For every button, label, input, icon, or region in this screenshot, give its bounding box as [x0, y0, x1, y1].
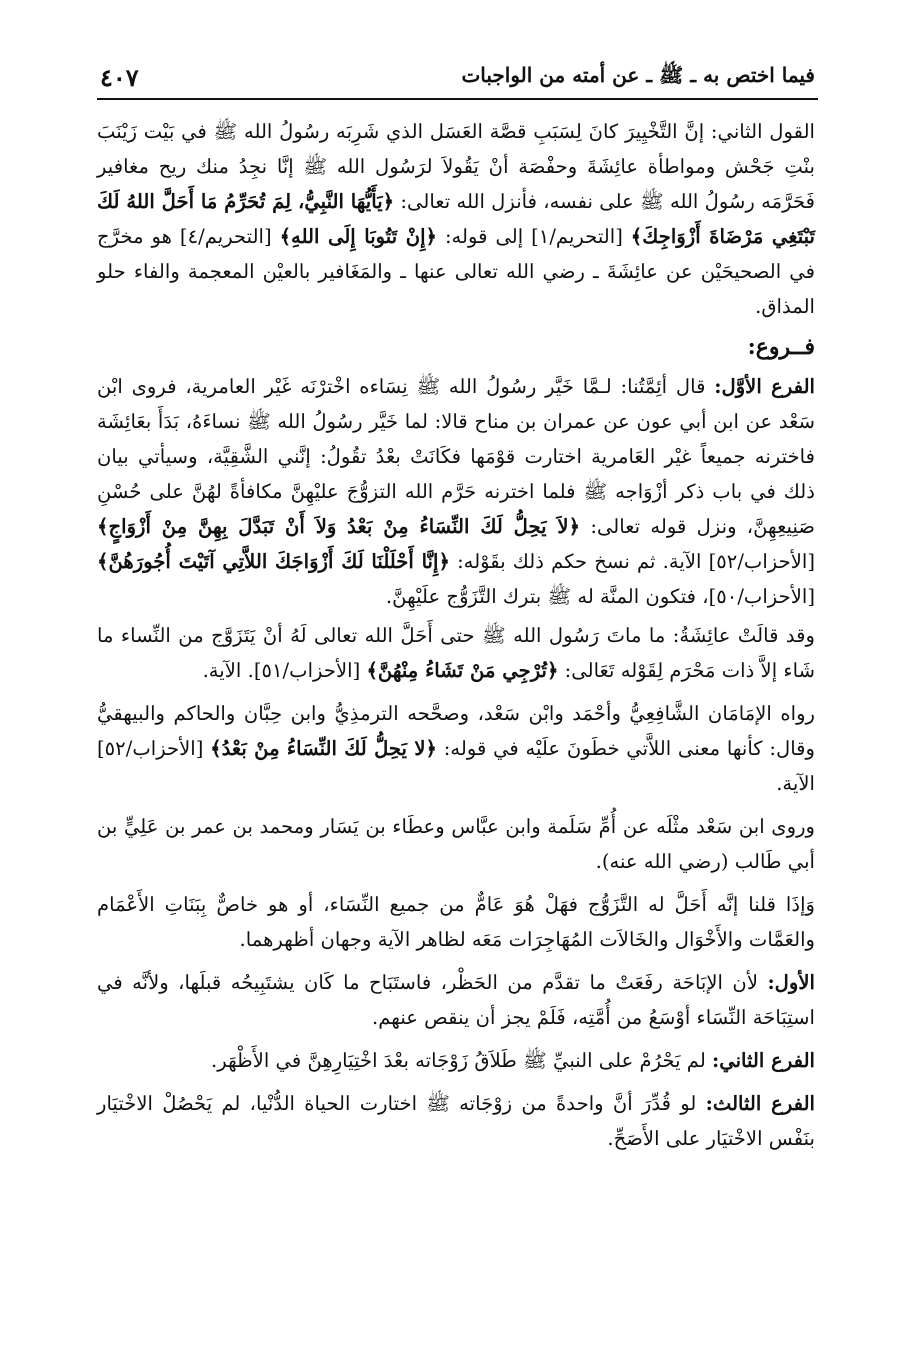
text-run: القول الثاني: إنَّ التَّخْيِيرَ كانَ لِسَبَبِ قصَّة العَسَل الذي شَرِبَه رسُولُ الله ﷺ في بَيْت زَيْنَبَ بنْتِ جَحْش ومواطأة عائِشَةَ وحفْصَة أنْ يَقُولاَ لرَسُول الله ﷺ إنَّا نجِدُ منك ريح مغافير فَحَرَّمَه رسُولُ الله ﷺ على نفسه، فأنزل الله تعالى:: [97, 120, 815, 213]
text-run: [التحريم/٤] هو مخرَّج في الصحيحَيْن عن عائِشَةَ ـ رضي الله تعالى عنها ـ والمَغَافير بالعيْن المعجمة والفاء حلو المذاق.: [97, 225, 815, 318]
paragraph-third-branch: [97, 1086, 815, 1156]
text-run: [الأحزاب/٥٢] الآية. ثم نسخ حكم ذلك بقَوْله:: [449, 550, 815, 573]
branch-label: الفرع الثاني:: [712, 1049, 815, 1072]
page-number: ٤٠٧: [100, 62, 139, 92]
quran-verse: ﴿إِنْ تَتُوبَا إِلَى اللهِ﴾: [279, 225, 438, 248]
quran-verse: ﴿لاَ يَحِلُّ لَكَ النِّسَاءُ مِنْ بَعْدُ وَلاَ أَنْ تَبَدَّلَ بِهِنَّ مِنْ أَزْوَاجٍ﴾: [97, 515, 581, 538]
section-heading-furu: فــروع:: [747, 334, 815, 360]
paragraph-second-branch: [97, 1043, 815, 1078]
text-run: [التحريم/١] إلى قوله:: [437, 225, 631, 248]
header-title: فيما اختص به ـ ﷺ ـ عن أمته من الواجبات: [461, 62, 815, 87]
text-run: رواه الإمَامَان الشَّافِعِيُّ وأحْمَد وابْن سَعْد، وصحَّحه الترمذِيُّ وابن حِبَّان والحاكم والبيهقيُّ وقال: كأنها معنى اللاَّتي خطَونَ علَيْه في قوله:: [97, 702, 816, 760]
branch-label: الفرع الثالث:: [705, 1092, 815, 1115]
paragraph-ibn-saad: [97, 809, 815, 879]
text-run: قال أئِمَّتُنا: لـمَّا خَيَّر رسُولُ الله ﷺ نِسَاءه اخْترْنَه غَيْر العامرية، فروى ابْن سَعْد عن ابن أبي عون عن عمران بن مناح قالا: لما خَيَّر رسُولُ الله ﷺ نساءَهُ، بَدَأَ بعَائِشَة فاخترنه جميعاً غيْر العَامرية اختارت قوْمَها فكَانَتْ بعْدُ تقُولُ: إنَّني الشَّقِيَّة، وسيأتي بيان ذلك في باب ذكر أزْوَاجه ﷺ فلما اخترنه حَرَّم الله التزوُّجَ عليْهِنَّ مكافأةً لهُنَّ على حُسْنِ صَنِيعِهِنَّ، ونزل قوله تعالى:: [97, 375, 815, 538]
text-run: [الأحزاب/٥٢] الآية.: [97, 737, 815, 795]
page-body: [97, 114, 815, 1164]
paragraph-aisha-report: [97, 618, 815, 688]
running-header: [100, 60, 815, 94]
paragraph-first-view: [97, 965, 815, 1035]
text-run: لم يَحْرُمْ على النبيِّ ﷺ طَلاَقُ زَوْجَاته بعْدَ اخْتِيَارِهِنَّ في الأَظْهَر.: [211, 1049, 713, 1072]
header-rule: [97, 98, 818, 100]
quran-verse: ﴿يَأَيُّهَا النَّبِيُّ، لِمَ تُحَرِّمُ مَا أَحَلَّ اللهُ لَكَ تَبْتَغِي مَرْضَاةَ أَزْوَاجِكَ﴾: [97, 190, 815, 248]
quran-verse: ﴿تُرْجِي مَنْ تَشَاءُ مِنْهُنَّ﴾: [366, 659, 559, 682]
text-run: وروى ابن سَعْد مثْلَه عن أُمِّ سَلَمة وابن عبَّاس وعطَاء بن يَسَار ومحمد بن عمر بن عَلِيٍّ بن أبي طَالب (رضي الله عنه).: [97, 815, 815, 873]
paragraph-general-or-specific: [97, 887, 815, 957]
paragraph-first-branch: [97, 369, 815, 614]
text-run: لو قُدِّرَ أنَّ واحدةً من زوْجَاته ﷺ اختارت الحياة الدُّنْيا، لم يَحْصُلْ الاخْتيَار بنَفْس الاخْتيَار على الأَصَحِّ.: [97, 1092, 815, 1150]
quran-verse: ﴿لا يَحِلُّ لَكَ النِّسَاءُ مِنْ بَعْدُ﴾: [210, 737, 438, 760]
quran-verse: ﴿إِنَّا أَحْلَلْنَا لَكَ أَزْوَاجَكَ اللاَّتِي آتَيْتَ أُجُورَهُنَّ﴾: [97, 550, 450, 573]
text-run: [الأحزاب/٥١]. الآية.: [202, 659, 367, 682]
paragraph-second-opinion: [97, 114, 815, 324]
text-run: وقد قالَتْ عائِشَةُ: ما ماتَ رَسُول الله ﷺ حتى أَحَلَّ الله تعالى لَهُ أنْ يَتَزَوَّج من النِّساء ما شَاء إلاَّ ذات مَحْرَم لِقَوْله تَعَالى:: [97, 624, 815, 682]
text-run: لأن الإبَاحَة رفَعَتْ ما تقدَّم من الحَظْر، فاستَبَاح ما كَان يشتَبِيحُه قبلَها، ولأنَّه في استِبَاحَة النِّسَاء أوْسَعُ من أُمَّتِه، فَلَمْ يجز أن ينقص عنهم.: [97, 971, 815, 1029]
text-run: [الأحزاب/٥٠]، فتكون المنَّة له ﷺ بترك التَّزَوُّج علَيْهِنَّ.: [385, 585, 815, 608]
branch-label: الفرع الأوَّل:: [714, 375, 815, 398]
paragraph-narrators: [97, 696, 815, 801]
text-run: وَإذَا قلنا إنَّه أَحَلَّ له التَّزَوُّج فهَلْ هُوَ عَامٌّ من جميع النِّسَاء، أو هو خاصٌّ بِبَنَاتِ الأَعْمَام والعَمَّات والأَخْوَال والخَالاَت المُهَاجِرَات مَعَه لظاهر الآية وجهان أظهرهما.: [97, 893, 815, 951]
view-label: الأول:: [767, 971, 815, 994]
